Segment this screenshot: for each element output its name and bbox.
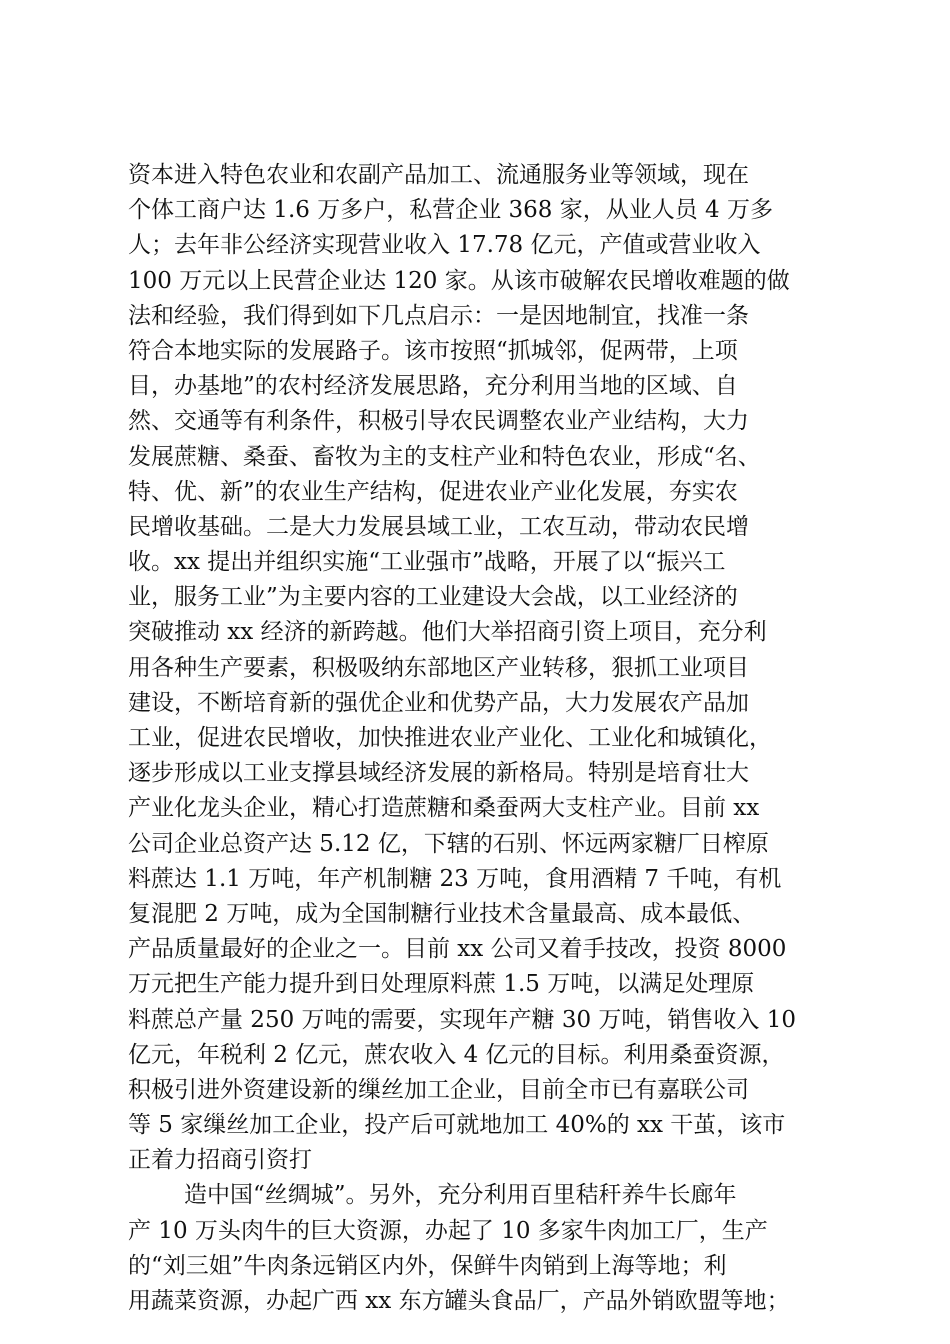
text-line: 料蔗总产量 250 万吨的需要，实现年产糖 30 万吨，销售收入 10 — [128, 1006, 796, 1033]
text-line: 产品质量最好的企业之一。目前 xx 公司又着手技改，投资 8000 — [128, 936, 787, 963]
text-line: 复混肥 2 万吨，成为全国制糖行业技术含量最高、成本最低、 — [128, 900, 756, 927]
text-line: 等 5 家缫丝加工企业，投产后可就地加工 40%的 xx 干茧，该市 — [128, 1112, 786, 1139]
text-line: 人；去年非公经济实现营业收入 17.78 亿元，产值或营业收入 — [128, 232, 761, 259]
text-line: 收。xx 提出并组织实施“工业强市”战略，开展了以“振兴工 — [128, 549, 726, 576]
document-body — [128, 158, 840, 1319]
text-line: 公司企业总资产达 5.12 亿，下辖的石别、怀远两家糖厂日榨原 — [128, 830, 769, 857]
text-line: 工业，促进农民增收，加快推进农业产业化、工业化和城镇化， — [128, 725, 772, 751]
text-line: 然、交通等有利条件，积极引导农民调整农业产业结构，大力 — [128, 408, 749, 435]
text-line: 亿元，年税利 2 亿元，蔗农收入 4 亿元的目标。利用桑蚕资源， — [128, 1041, 785, 1068]
text-line: 积极引进外资建设新的缫丝加工企业，目前全市已有嘉联公司 — [128, 1076, 749, 1103]
text-line: 民增收基础。二是大力发展县域工业，工农互动，带动农民增 — [128, 513, 749, 540]
text-line: 突破推动 xx 经济的新跨越。他们大举招商引资上项目，充分利 — [128, 619, 767, 646]
text-line: 的“刘三姐”牛肉条远销区内外，保鲜牛肉销到上海等地；利 — [128, 1252, 727, 1279]
text-line: 业，服务工业”为主要内容的工业建设大会战，以工业经济的 — [128, 584, 738, 611]
text-line: 资本进入特色农业和农副产品加工、流通服务业等领域，现在 — [128, 162, 749, 188]
text-line: 正着力招商引资打 — [128, 1147, 312, 1174]
text-line: 符合本地实际的发展路子。该市按照“抓城邻，促两带，上项 — [128, 337, 738, 364]
text-line: 个体工商户达 1.6 万多户，私营企业 368 家，从业人员 4 万多 — [128, 197, 773, 224]
paragraph-first-line: 造中国“丝绸城”。另外，充分利用百里秸秆养牛长廊年 — [184, 1182, 737, 1209]
text-line: 建设，不断培育新的强优企业和优势产品，大力发展农产品加 — [128, 689, 749, 716]
text-line: 用各种生产要素，积极吸纳东部地区产业转移，狠抓工业项目 — [128, 654, 749, 681]
text-line: 产 10 万头肉牛的巨大资源，办起了 10 多家牛肉加工厂，生产 — [128, 1217, 768, 1244]
text-line: 产业化龙头企业，精心打造蔗糖和桑蚕两大支柱产业。目前 xx — [128, 795, 760, 822]
text-line: 法和经验，我们得到如下几点启示：一是因地制宜，找准一条 — [128, 302, 749, 329]
text-line: 用蔬菜资源，办起广西 xx 东方罐头食品厂，产品外销欧盟等地； — [128, 1288, 790, 1314]
text-line: 逐步形成以工业支撑县域经济发展的新格局。特别是培育壮大 — [128, 760, 749, 787]
text-line: 目，办基地”的农村经济发展思路，充分利用当地的区域、自 — [128, 373, 738, 400]
text-line: 料蔗达 1.1 万吨，年产机制糖 23 万吨，食用酒精 7 千吨，有机 — [128, 865, 782, 892]
text-line: 万元把生产能力提升到日处理原料蔗 1.5 万吨，以满足处理原 — [128, 971, 755, 998]
text-line: 100 万元以上民营企业达 120 家。从该市破解农民增收难题的做 — [128, 267, 790, 294]
text-line: 发展蔗糖、桑蚕、畜牧为主的支柱产业和特色农业，形成“名、 — [128, 443, 761, 470]
text-line: 特、优、新”的农业生产结构，促进农业产业化发展，夯实农 — [128, 478, 738, 505]
